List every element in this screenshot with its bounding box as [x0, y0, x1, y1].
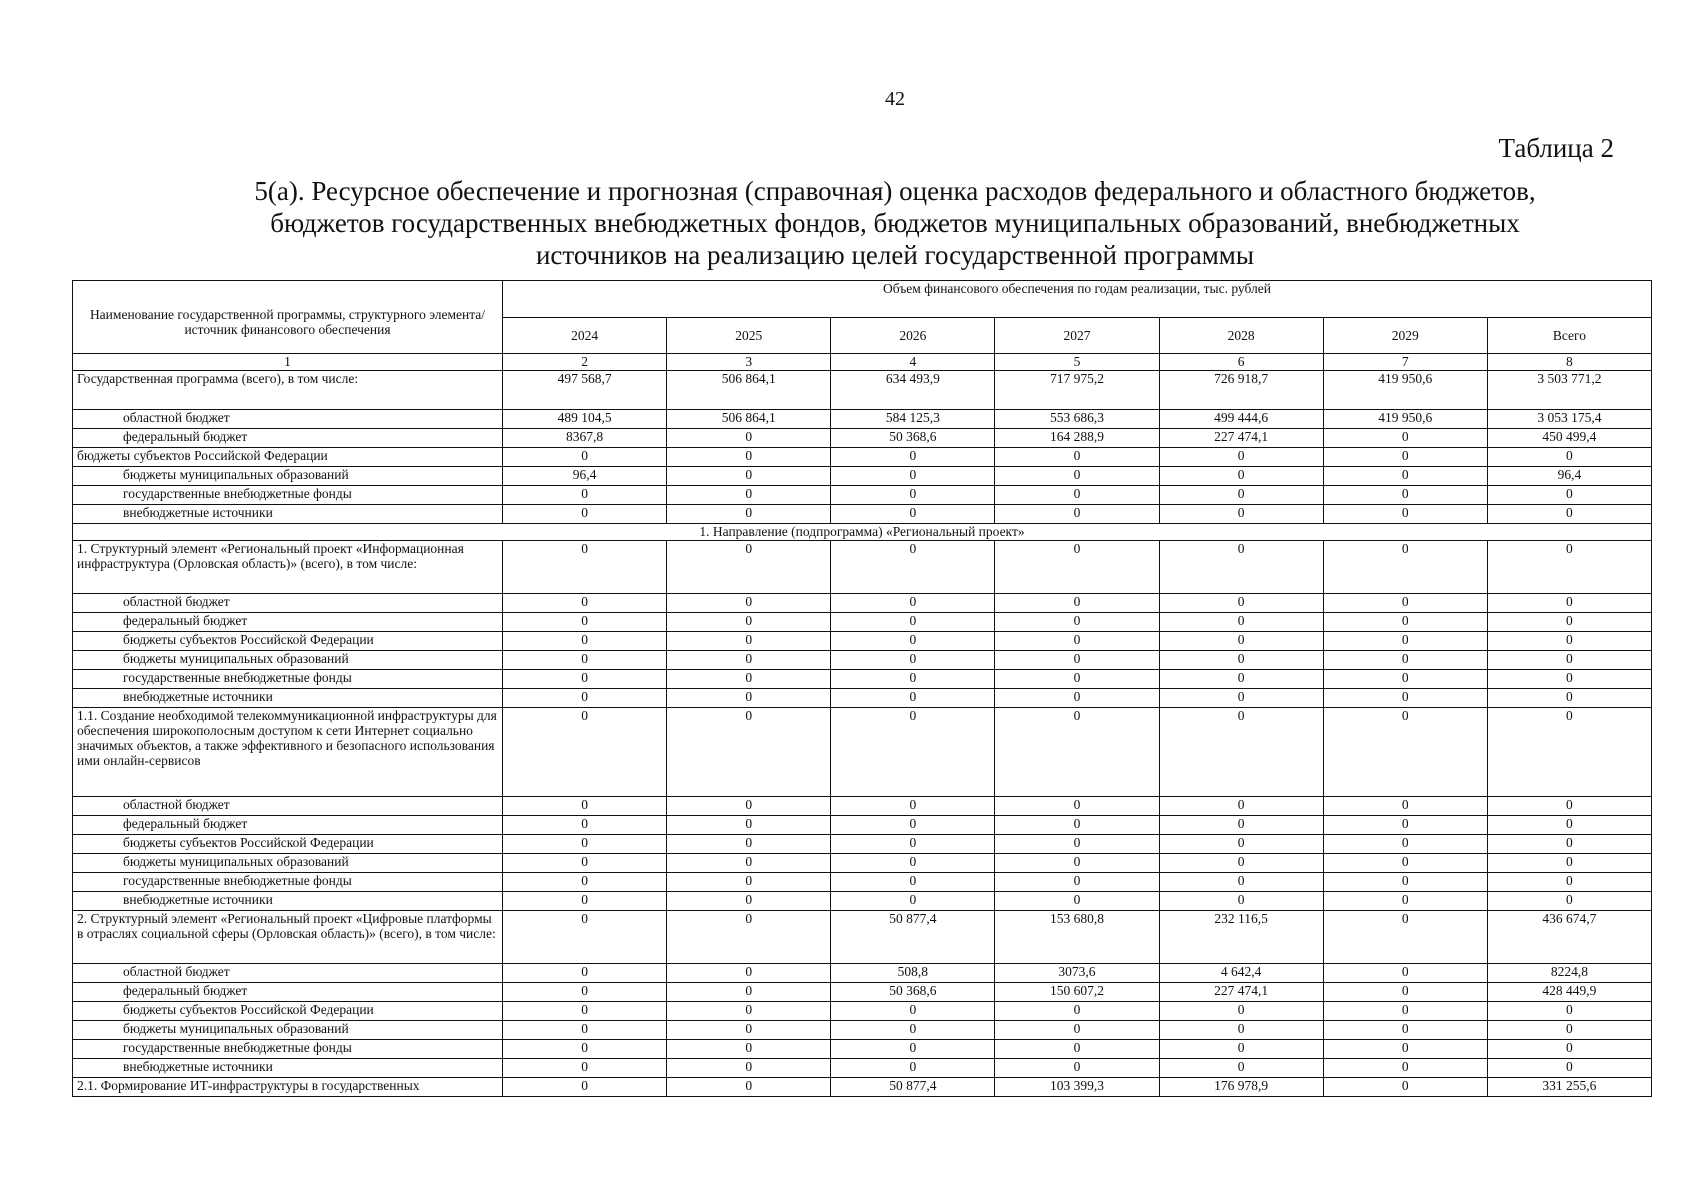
table-row	[73, 505, 1652, 524]
row-label: бюджеты субъектов Российской Федерации	[73, 835, 503, 854]
value-cell: 0	[503, 964, 667, 983]
value-cell: 0	[831, 594, 995, 613]
total-cell: 8224,8	[1487, 964, 1651, 983]
value-cell: 0	[1323, 670, 1487, 689]
table-row	[73, 854, 1652, 873]
name-column-header: Наименование государственной программы, структурного элемента/источник финансового обеспечения	[73, 281, 503, 354]
value-cell: 508,8	[831, 964, 995, 983]
value-cell: 0	[667, 632, 831, 651]
total-cell: 3 503 771,2	[1487, 371, 1651, 410]
value-cell: 0	[667, 1002, 831, 1021]
value-cell: 50 877,4	[831, 1078, 995, 1097]
value-cell: 634 493,9	[831, 371, 995, 410]
table-row	[73, 371, 1652, 410]
value-cell: 0	[831, 613, 995, 632]
value-cell: 0	[1323, 797, 1487, 816]
value-cell: 0	[503, 873, 667, 892]
value-cell: 0	[831, 467, 995, 486]
value-cell: 0	[503, 505, 667, 524]
value-cell: 0	[503, 1040, 667, 1059]
value-cell: 0	[831, 1040, 995, 1059]
value-cell: 499 444,6	[1159, 410, 1323, 429]
direction-label: 1. Направление (подпрограмма) «Региональный проект»	[73, 524, 1652, 541]
value-cell: 0	[667, 797, 831, 816]
value-cell: 0	[503, 1021, 667, 1040]
total-cell: 3 053 175,4	[1487, 410, 1651, 429]
value-cell: 0	[1159, 594, 1323, 613]
total-cell: 0	[1487, 816, 1651, 835]
value-cell: 0	[667, 689, 831, 708]
value-cell: 0	[503, 1002, 667, 1021]
value-cell: 0	[1323, 632, 1487, 651]
value-cell: 0	[1159, 1059, 1323, 1078]
value-cell: 0	[995, 594, 1159, 613]
column-index: 5	[995, 354, 1159, 371]
table-row	[73, 410, 1652, 429]
row-label: государственные внебюджетные фонды	[73, 1040, 503, 1059]
row-label: бюджеты муниципальных образований	[73, 467, 503, 486]
column-index: 6	[1159, 354, 1323, 371]
value-cell: 0	[667, 541, 831, 594]
row-label: федеральный бюджет	[73, 816, 503, 835]
value-cell: 0	[831, 708, 995, 797]
value-cell: 0	[995, 873, 1159, 892]
value-cell: 0	[1323, 1002, 1487, 1021]
row-label: федеральный бюджет	[73, 429, 503, 448]
value-cell: 0	[503, 708, 667, 797]
value-cell: 506 864,1	[667, 410, 831, 429]
value-cell: 0	[831, 486, 995, 505]
value-cell: 0	[995, 448, 1159, 467]
value-cell: 0	[831, 892, 995, 911]
value-cell: 0	[1323, 429, 1487, 448]
value-cell: 0	[667, 613, 831, 632]
value-cell: 0	[503, 594, 667, 613]
title-line: бюджетов государственных внебюджетных фондов, бюджетов муниципальных образований, внебюджетных	[270, 208, 1520, 238]
total-cell: 0	[1487, 613, 1651, 632]
table-row	[73, 632, 1652, 651]
row-label: областной бюджет	[73, 594, 503, 613]
value-cell: 0	[1159, 892, 1323, 911]
year-header: 2027	[995, 317, 1159, 354]
row-label: бюджеты муниципальных образований	[73, 1021, 503, 1040]
total-cell: 0	[1487, 835, 1651, 854]
value-cell: 0	[667, 708, 831, 797]
value-cell: 0	[1323, 594, 1487, 613]
value-cell: 176 978,9	[1159, 1078, 1323, 1097]
table-row	[73, 541, 1652, 594]
value-cell: 50 877,4	[831, 911, 995, 964]
value-cell: 0	[1159, 1040, 1323, 1059]
value-cell: 0	[667, 670, 831, 689]
table-row	[73, 1059, 1652, 1078]
value-cell: 506 864,1	[667, 371, 831, 410]
value-cell: 0	[831, 505, 995, 524]
value-cell: 0	[831, 632, 995, 651]
value-cell: 0	[503, 613, 667, 632]
column-index: 1	[73, 354, 503, 371]
value-cell: 164 288,9	[995, 429, 1159, 448]
title-line: 5(а). Ресурсное обеспечение и прогнозная (справочная) оценка расходов федерального и областного бюджетов,	[254, 176, 1536, 206]
value-cell: 227 474,1	[1159, 983, 1323, 1002]
value-cell: 0	[503, 448, 667, 467]
value-cell: 553 686,3	[995, 410, 1159, 429]
total-cell: 0	[1487, 797, 1651, 816]
row-label: государственные внебюджетные фонды	[73, 873, 503, 892]
total-header: Всего	[1487, 317, 1651, 354]
value-cell: 50 368,6	[831, 429, 995, 448]
value-cell: 0	[1323, 708, 1487, 797]
value-cell: 0	[995, 632, 1159, 651]
row-label: внебюджетные источники	[73, 892, 503, 911]
value-cell: 0	[1159, 1021, 1323, 1040]
value-cell: 0	[1323, 1040, 1487, 1059]
value-cell: 0	[1323, 467, 1487, 486]
value-cell: 0	[667, 1059, 831, 1078]
value-cell: 0	[1323, 964, 1487, 983]
value-cell: 0	[503, 911, 667, 964]
value-cell: 0	[1323, 983, 1487, 1002]
table-row	[73, 1021, 1652, 1040]
row-label: внебюджетные источники	[73, 505, 503, 524]
value-cell: 0	[667, 983, 831, 1002]
value-cell: 0	[1159, 835, 1323, 854]
value-cell: 0	[503, 892, 667, 911]
value-cell: 0	[1323, 873, 1487, 892]
row-label: Государственная программа (всего), в том числе:	[73, 371, 503, 410]
row-label: государственные внебюджетные фонды	[73, 486, 503, 505]
row-label: областной бюджет	[73, 964, 503, 983]
value-cell: 0	[1323, 505, 1487, 524]
column-index: 2	[503, 354, 667, 371]
table-row	[73, 983, 1652, 1002]
value-cell: 0	[995, 1040, 1159, 1059]
value-cell: 0	[995, 835, 1159, 854]
value-cell: 0	[667, 816, 831, 835]
value-cell: 0	[831, 873, 995, 892]
table-row	[73, 835, 1652, 854]
value-cell: 0	[831, 854, 995, 873]
total-cell: 0	[1487, 670, 1651, 689]
table-row	[73, 689, 1652, 708]
table-row	[73, 448, 1652, 467]
value-cell: 0	[995, 1002, 1159, 1021]
table-row	[73, 467, 1652, 486]
total-cell: 0	[1487, 632, 1651, 651]
value-cell: 8367,8	[503, 429, 667, 448]
total-cell: 0	[1487, 594, 1651, 613]
value-cell: 0	[667, 892, 831, 911]
value-cell: 0	[1323, 651, 1487, 670]
value-cell: 0	[667, 911, 831, 964]
value-cell: 0	[503, 670, 667, 689]
column-index: 8	[1487, 354, 1651, 371]
value-cell: 726 918,7	[1159, 371, 1323, 410]
value-cell: 0	[995, 1021, 1159, 1040]
value-cell: 0	[831, 816, 995, 835]
value-cell: 0	[503, 854, 667, 873]
value-cell: 0	[831, 1021, 995, 1040]
value-cell: 0	[503, 651, 667, 670]
value-cell: 0	[1159, 448, 1323, 467]
value-cell: 0	[1159, 670, 1323, 689]
value-cell: 0	[667, 854, 831, 873]
total-cell: 0	[1487, 505, 1651, 524]
total-cell: 0	[1487, 448, 1651, 467]
total-cell: 0	[1487, 854, 1651, 873]
year-header: 2024	[503, 317, 667, 354]
row-label: бюджеты субъектов Российской Федерации	[73, 1002, 503, 1021]
value-cell: 0	[503, 1059, 667, 1078]
row-label: бюджеты муниципальных образований	[73, 854, 503, 873]
year-header: 2026	[831, 317, 995, 354]
row-label: внебюджетные источники	[73, 689, 503, 708]
table-row	[73, 797, 1652, 816]
value-cell: 0	[667, 651, 831, 670]
value-cell: 0	[995, 892, 1159, 911]
value-cell: 0	[1159, 505, 1323, 524]
value-cell: 0	[503, 486, 667, 505]
value-cell: 0	[503, 983, 667, 1002]
total-cell: 436 674,7	[1487, 911, 1651, 964]
value-cell: 717 975,2	[995, 371, 1159, 410]
value-cell: 0	[667, 486, 831, 505]
table-row	[73, 964, 1652, 983]
value-cell: 0	[995, 689, 1159, 708]
value-cell: 0	[995, 467, 1159, 486]
total-cell: 0	[1487, 873, 1651, 892]
value-cell: 0	[831, 835, 995, 854]
value-cell: 489 104,5	[503, 410, 667, 429]
year-header: 2025	[667, 317, 831, 354]
value-cell: 0	[1323, 486, 1487, 505]
value-cell: 103 399,3	[995, 1078, 1159, 1097]
value-cell: 0	[831, 541, 995, 594]
value-cell: 0	[1323, 854, 1487, 873]
table-row	[73, 670, 1652, 689]
value-cell: 0	[667, 1078, 831, 1097]
table-row	[73, 613, 1652, 632]
value-cell: 0	[1159, 486, 1323, 505]
total-cell: 0	[1487, 892, 1651, 911]
row-label: 2. Структурный элемент «Региональный проект «Цифровые платформы в отраслях социальной сферы (Орловская область)» (всего), в том числе:	[73, 911, 503, 964]
value-cell: 0	[995, 541, 1159, 594]
value-cell: 0	[995, 708, 1159, 797]
total-cell: 0	[1487, 708, 1651, 797]
value-cell: 0	[667, 1040, 831, 1059]
total-cell: 0	[1487, 486, 1651, 505]
table-row	[73, 594, 1652, 613]
value-cell: 0	[1159, 541, 1323, 594]
value-cell: 0	[995, 816, 1159, 835]
value-cell: 0	[503, 541, 667, 594]
value-cell: 0	[1323, 835, 1487, 854]
row-label: государственные внебюджетные фонды	[73, 670, 503, 689]
column-index: 3	[667, 354, 831, 371]
value-cell: 0	[503, 689, 667, 708]
year-header: 2029	[1323, 317, 1487, 354]
total-cell: 0	[1487, 1040, 1651, 1059]
value-cell: 0	[995, 613, 1159, 632]
total-cell: 96,4	[1487, 467, 1651, 486]
value-cell: 0	[503, 1078, 667, 1097]
value-cell: 232 116,5	[1159, 911, 1323, 964]
value-cell: 0	[1323, 1059, 1487, 1078]
value-cell: 0	[995, 651, 1159, 670]
value-cell: 0	[831, 448, 995, 467]
value-cell: 0	[667, 505, 831, 524]
value-cell: 0	[1159, 467, 1323, 486]
column-index: 7	[1323, 354, 1487, 371]
table-row	[73, 1040, 1652, 1059]
page-number: 42	[885, 88, 905, 110]
row-label: 1. Структурный элемент «Региональный проект «Информационная инфраструктура (Орловская область)» (всего), в том числе:	[73, 541, 503, 594]
value-cell: 0	[667, 429, 831, 448]
row-label: бюджеты субъектов Российской Федерации	[73, 448, 503, 467]
row-label: 1.1. Создание необходимой телекоммуникационной инфраструктуры для обеспечения широкополосным доступом к сети Интернет социально значимых объектов, а также эффективного и безопасного использования ими онлайн-сервисов	[73, 708, 503, 797]
total-cell: 450 499,4	[1487, 429, 1651, 448]
value-cell: 0	[667, 467, 831, 486]
value-cell: 153 680,8	[995, 911, 1159, 964]
value-cell: 0	[667, 448, 831, 467]
value-cell: 227 474,1	[1159, 429, 1323, 448]
row-label: внебюджетные источники	[73, 1059, 503, 1078]
table-row	[73, 708, 1652, 797]
year-header: 2028	[1159, 317, 1323, 354]
value-cell: 0	[995, 797, 1159, 816]
value-cell: 0	[1159, 613, 1323, 632]
total-cell: 0	[1487, 1059, 1651, 1078]
table-row	[73, 873, 1652, 892]
value-cell: 0	[1323, 448, 1487, 467]
value-cell: 0	[1323, 1021, 1487, 1040]
value-cell: 0	[667, 964, 831, 983]
value-cell: 0	[1323, 816, 1487, 835]
value-cell: 0	[667, 594, 831, 613]
column-index: 4	[831, 354, 995, 371]
value-cell: 0	[831, 797, 995, 816]
value-cell: 0	[503, 816, 667, 835]
value-cell: 0	[995, 854, 1159, 873]
value-cell: 50 368,6	[831, 983, 995, 1002]
value-cell: 4 642,4	[1159, 964, 1323, 983]
value-cell: 497 568,7	[503, 371, 667, 410]
total-cell: 0	[1487, 651, 1651, 670]
value-cell: 0	[831, 1059, 995, 1078]
table-body	[73, 371, 1652, 1097]
value-cell: 0	[1323, 911, 1487, 964]
value-cell: 3073,6	[995, 964, 1159, 983]
financing-table	[72, 280, 1652, 1097]
value-cell: 0	[1323, 541, 1487, 594]
value-cell: 0	[667, 835, 831, 854]
row-label: федеральный бюджет	[73, 983, 503, 1002]
value-cell: 0	[1159, 1002, 1323, 1021]
funding-group-header: Объем финансового обеспечения по годам реализации, тыс. рублей	[503, 281, 1652, 318]
value-cell: 0	[1323, 613, 1487, 632]
value-cell: 0	[995, 505, 1159, 524]
total-cell: 331 255,6	[1487, 1078, 1651, 1097]
value-cell: 0	[1159, 797, 1323, 816]
value-cell: 0	[1159, 689, 1323, 708]
document-title	[180, 175, 1610, 271]
value-cell: 0	[1323, 892, 1487, 911]
table-row	[73, 1078, 1652, 1097]
value-cell: 419 950,6	[1323, 410, 1487, 429]
value-cell: 0	[995, 1059, 1159, 1078]
row-label: федеральный бюджет	[73, 613, 503, 632]
value-cell: 419 950,6	[1323, 371, 1487, 410]
value-cell: 0	[1159, 854, 1323, 873]
table-row	[73, 651, 1652, 670]
value-cell: 0	[995, 486, 1159, 505]
row-label: 2.1. Формирование ИТ-инфраструктуры в государственных	[73, 1078, 503, 1097]
direction-row	[73, 524, 1652, 541]
value-cell: 150 607,2	[995, 983, 1159, 1002]
total-cell: 0	[1487, 689, 1651, 708]
value-cell: 0	[1323, 1078, 1487, 1097]
table-label: Таблица 2	[1498, 133, 1614, 163]
table-row	[73, 816, 1652, 835]
value-cell: 0	[503, 797, 667, 816]
value-cell: 584 125,3	[831, 410, 995, 429]
row-label: областной бюджет	[73, 410, 503, 429]
row-label: областной бюджет	[73, 797, 503, 816]
table-row	[73, 892, 1652, 911]
value-cell: 0	[995, 670, 1159, 689]
value-cell: 0	[831, 651, 995, 670]
column-index-row	[73, 354, 1652, 371]
value-cell: 0	[1323, 689, 1487, 708]
value-cell: 0	[1159, 816, 1323, 835]
table-row	[73, 1002, 1652, 1021]
total-cell: 428 449,9	[1487, 983, 1651, 1002]
value-cell: 96,4	[503, 467, 667, 486]
table-row	[73, 911, 1652, 964]
total-cell: 0	[1487, 1002, 1651, 1021]
row-label: бюджеты муниципальных образований	[73, 651, 503, 670]
value-cell: 0	[831, 1002, 995, 1021]
value-cell: 0	[667, 873, 831, 892]
value-cell: 0	[1159, 708, 1323, 797]
row-label: бюджеты субъектов Российской Федерации	[73, 632, 503, 651]
value-cell: 0	[1159, 632, 1323, 651]
value-cell: 0	[503, 835, 667, 854]
value-cell: 0	[503, 632, 667, 651]
value-cell: 0	[1159, 651, 1323, 670]
table-row	[73, 429, 1652, 448]
value-cell: 0	[831, 670, 995, 689]
value-cell: 0	[1159, 873, 1323, 892]
total-cell: 0	[1487, 1021, 1651, 1040]
title-line: источников на реализацию целей государственной программы	[535, 240, 1255, 270]
total-cell: 0	[1487, 541, 1651, 594]
value-cell: 0	[831, 689, 995, 708]
table-row	[73, 486, 1652, 505]
value-cell: 0	[667, 1021, 831, 1040]
